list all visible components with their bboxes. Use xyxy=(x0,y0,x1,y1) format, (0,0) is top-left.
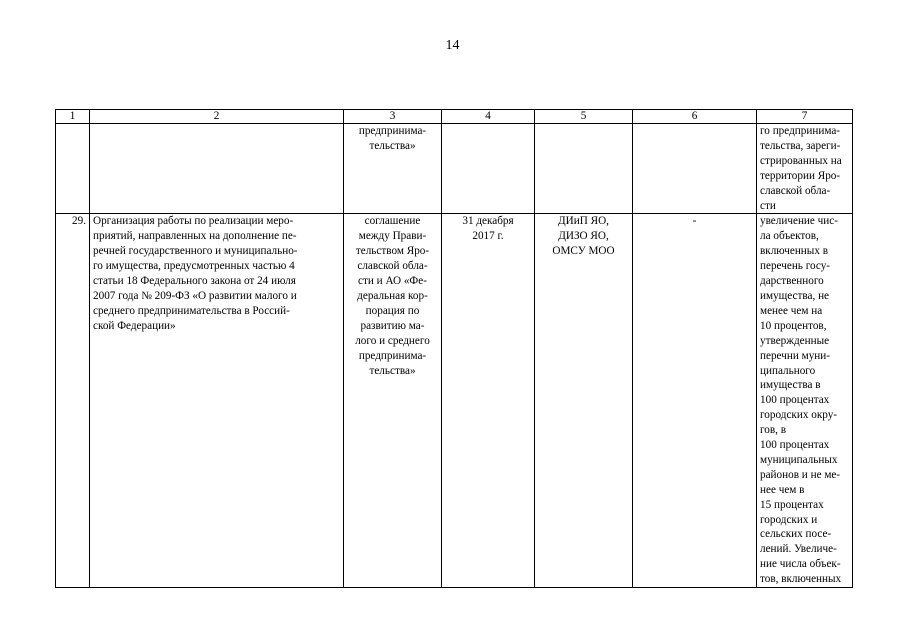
table-row-continuation xyxy=(56,124,853,214)
activities-table xyxy=(55,109,853,588)
mechanism-cell: предпринима- тельства» xyxy=(344,124,442,214)
mechanism-cell: соглашение между Прави- тельством Яро- славской обла- сти и АО «Фе- деральная кор- порация по развитию ма- лого и среднего предпринима- тельства» xyxy=(344,214,442,588)
result-cell: увеличение чис- ла объектов, включенных в перечень госу- дарственного имущества, не менее чем на 10 процентов, утвержденные перечни муни- ципального имущества в 100 процентах городских окру- гов, в 100 процентах муниципальных районов и не ме- нее чем в 15 процентах городских и сельских посе- лений. Увеличе- ние числа объек- тов, включенных xyxy=(757,214,853,588)
column-header: 5 xyxy=(535,110,633,124)
deadline-cell: 31 декабря 2017 г. xyxy=(442,214,535,588)
column-header: 7 xyxy=(757,110,853,124)
activity-cell: Организация работы по реализации меро- приятий, направленных на дополнение пе- речней государственного и муниципально- го имущества, предусмотренных частью 4 статьи 18 Федерального закона от 24 июля 2007 года № 209-ФЗ «О развитии малого и среднего предпринимательства в Россий- ской Федерации» xyxy=(90,214,344,588)
activity-cell xyxy=(90,124,344,214)
deadline-cell xyxy=(442,124,535,214)
table-row-29 xyxy=(56,214,853,588)
row-number-cell xyxy=(56,124,90,214)
column-header: 2 xyxy=(90,110,344,124)
row-number-cell: 29. xyxy=(56,214,90,588)
column-header: 6 xyxy=(633,110,757,124)
result-cell: го предпринима- тельства, зареги- стрированных на территории Яро- славской обла- сти xyxy=(757,124,853,214)
executor-cell: ДИиП ЯО, ДИЗО ЯО, ОМСУ МОО xyxy=(535,214,633,588)
page-number: 14 xyxy=(445,38,460,53)
column-header: 3 xyxy=(344,110,442,124)
funding-cell: - xyxy=(633,214,757,588)
table-header-row xyxy=(56,110,853,124)
column-header: 4 xyxy=(442,110,535,124)
executor-cell xyxy=(535,124,633,214)
funding-cell xyxy=(633,124,757,214)
column-header: 1 xyxy=(56,110,90,124)
